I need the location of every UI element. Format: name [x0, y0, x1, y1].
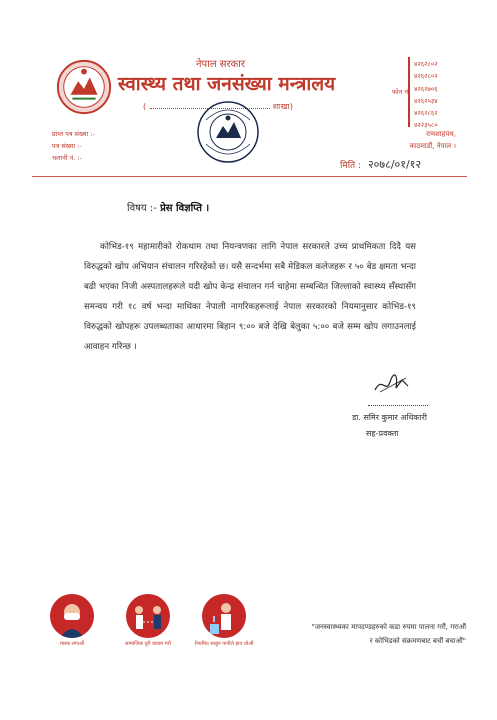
branch-close: शाखा)	[272, 102, 294, 111]
subject-label: विषय :-	[127, 203, 157, 214]
ministry-address	[384, 128, 456, 152]
address-line-1: रामशाहपथ,	[426, 130, 456, 138]
mask-caption: मास्क लगाऔं	[59, 641, 85, 647]
chalani-number-label: चलानी नं. :-	[52, 154, 82, 162]
distance-caption: सामाजिक दूरी कायम गरौं	[125, 641, 171, 647]
date-label: मिति :	[340, 161, 362, 171]
phone-number: ४२६२८०२	[414, 72, 438, 81]
phone-number: ४२६२८६२	[414, 109, 438, 118]
handwash-caption: नियमित साबुन पानीले हात धोऔं	[194, 641, 254, 647]
ministry-name: स्वास्थ्य तथा जनसंख्या मन्त्रालय	[117, 73, 336, 95]
phone-number: ४२२३५८०	[414, 121, 438, 130]
signature-line	[368, 405, 428, 406]
address-line-2: काठमाडौं, नेपाल ।	[409, 142, 456, 150]
handwash-icon	[202, 594, 246, 638]
phone-number: ४२६२७०६	[414, 84, 438, 93]
phone-number: ४२६२५३४	[414, 96, 438, 105]
header-divider	[32, 176, 467, 177]
distance-icon	[126, 594, 170, 638]
phone-number: ४२६२८०२	[414, 60, 438, 68]
phone-label: फोन नं.	[392, 88, 411, 96]
chalani-label: पत्र संख्या :-	[52, 142, 82, 150]
subject-line	[127, 200, 209, 214]
letter-number-label: प्राप्त पत्र संख्या :-	[52, 130, 95, 138]
press-release-body: कोभिड-१९ महामारीको रोकथाम तथा नियन्त्रणका लागि नेपाल सरकारले उच्च प्राथमिकता दिदै यस विरुद्धको खोप अभियान संचालन गरिरहेको छ। यसै सन्दर्भमा सबै मेडिकल कलेजहरू र ५० बेड क्षमता भन्दा बढी भएका निजी अस्पतालहरूले यदी खोप केन्द्र संचालन गर्न चाहेमा सम्बन्धित जिल्लाको स्वास्थ्य सँस्थासँग समन्वय गरी १८ वर्ष भन्दा माथिका नेपाली नागरिकहरूलाई नेपाल सरकारको नियमानुसार कोभिड-१९ विरुद्धको खोपहरू उपलब्धताका आधारमा बिहान ९:०० बजे देखि बेलुका ५:०० बजे सम्म खोप लगाउनलाई आवाहन गरिन्छ ।	[84, 242, 416, 352]
public-health-slogan	[266, 620, 466, 648]
date-row	[340, 157, 421, 172]
ministry-seal-icon	[196, 100, 260, 164]
date-value: २०७८/०१/१२	[367, 158, 422, 171]
slogan-line-2: र कोभिडको संक्रमणबाट बचौं बचाऔं"	[369, 637, 466, 645]
signatory-title: सह-प्रवक्ता	[366, 429, 399, 438]
slogan-line-1: "जनस्वास्थ्यका मापदण्डहरुको कडा रुपमा पालना गरौं, गराऔं	[311, 623, 466, 631]
subject-value: प्रेस विज्ञप्ति ।	[160, 203, 210, 214]
mask-icon	[50, 594, 94, 638]
signature-icon	[372, 372, 412, 396]
branch-open: (	[143, 102, 147, 111]
signatory-name: डा. समिर कुमार अधिकारी	[352, 413, 427, 422]
government-label: नेपाल सरकार	[196, 59, 245, 70]
phone-list	[414, 58, 438, 132]
reference-fields	[52, 128, 95, 164]
